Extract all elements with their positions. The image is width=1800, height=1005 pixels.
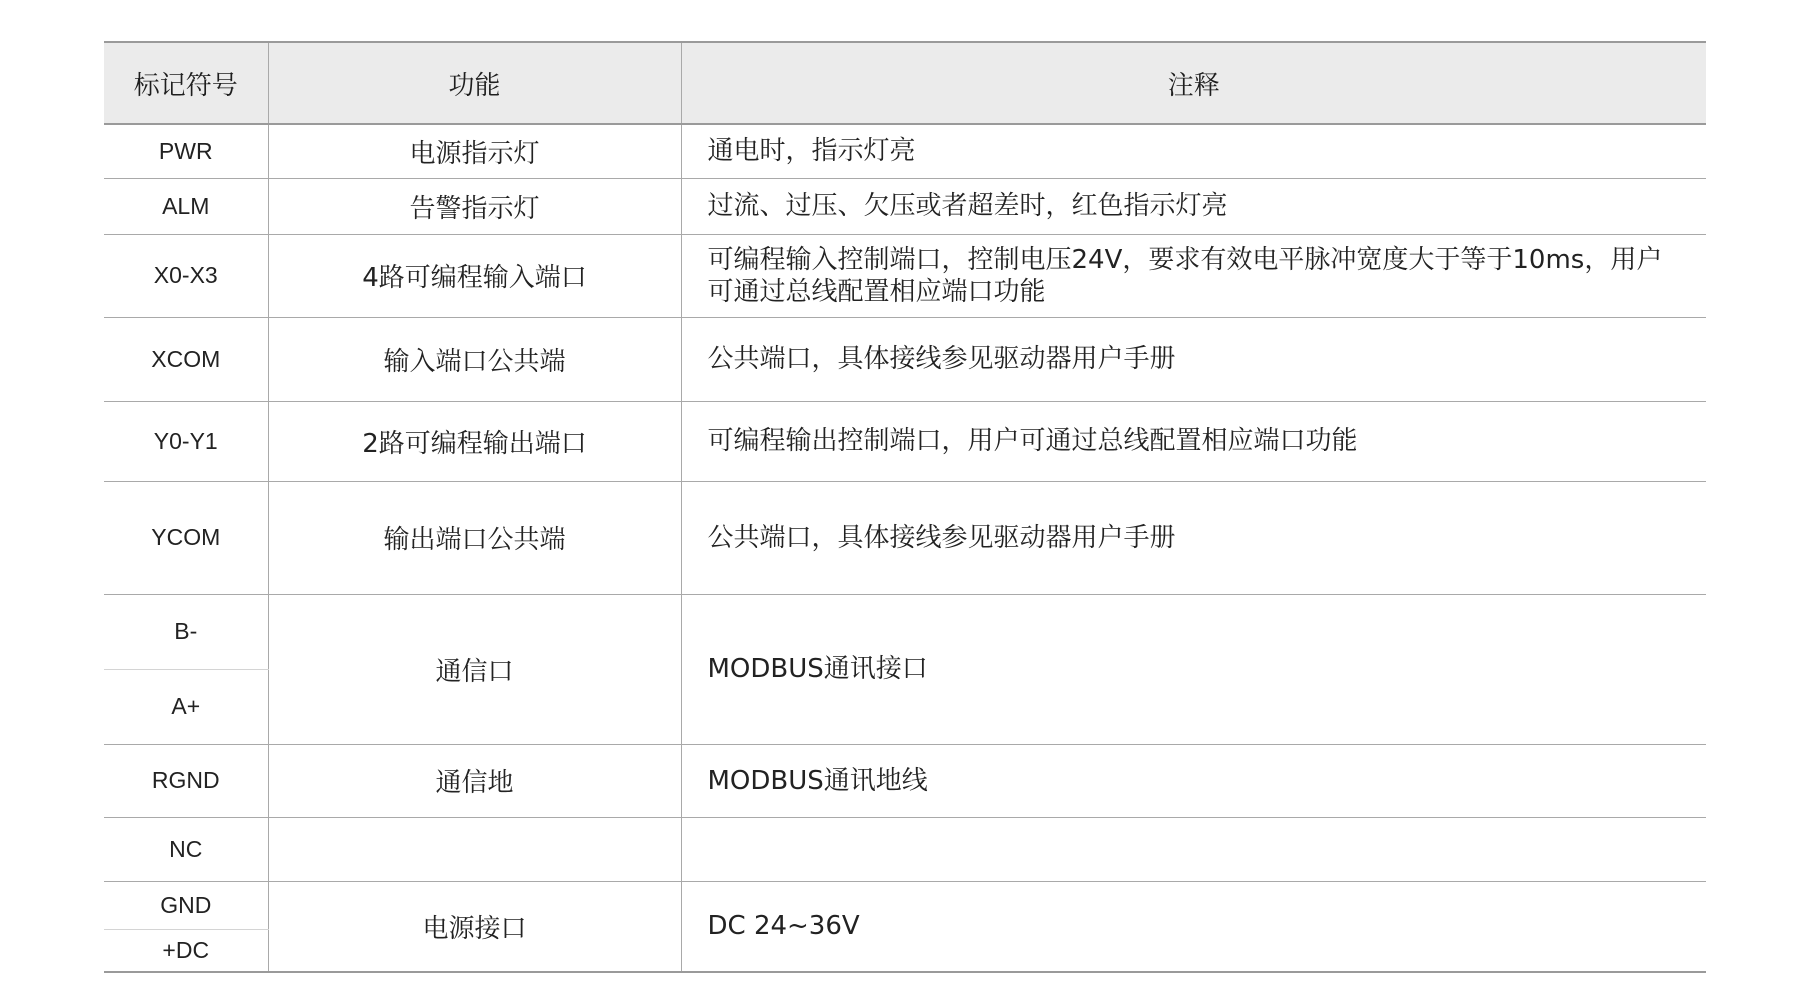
function-cell: 通信地 [268, 744, 681, 817]
symbol-cell: NC [104, 817, 268, 881]
function-cell: 电源接口 [268, 881, 681, 972]
function-cell: 告警指示灯 [268, 178, 681, 234]
function-cell: 输出端口公共端 [268, 481, 681, 594]
note-cell: MODBUS通讯接口 [681, 594, 1706, 744]
function-cell [268, 817, 681, 881]
note-cell: 公共端口，具体接线参见驱动器用户手册 [681, 317, 1706, 401]
table-row [104, 594, 1706, 669]
header-function: 功能 [268, 42, 681, 124]
symbol-cell: Y0-Y1 [104, 401, 268, 481]
note-cell: 可编程输出控制端口，用户可通过总线配置相应端口功能 [681, 401, 1706, 481]
note-cell: MODBUS通讯地线 [681, 744, 1706, 817]
symbol-cell: +DC [104, 929, 268, 972]
function-cell: 4路可编程输入端口 [268, 234, 681, 317]
note-cell: 过流、过压、欠压或者超差时，红色指示灯亮 [681, 178, 1706, 234]
table-row [104, 234, 1706, 317]
symbol-cell: B- [104, 594, 268, 669]
note-cell: DC 24~36V [681, 881, 1706, 972]
table-row [104, 401, 1706, 481]
table-header-row [104, 42, 1706, 124]
note-cell [681, 817, 1706, 881]
symbol-cell: X0-X3 [104, 234, 268, 317]
symbol-cell: GND [104, 881, 268, 929]
function-cell: 电源指示灯 [268, 124, 681, 178]
header-symbol: 标记符号 [104, 42, 268, 124]
symbol-cell: XCOM [104, 317, 268, 401]
table-row [104, 317, 1706, 401]
symbol-cell: YCOM [104, 481, 268, 594]
table-row [104, 881, 1706, 929]
note-cell: 通电时，指示灯亮 [681, 124, 1706, 178]
function-cell: 2路可编程输出端口 [268, 401, 681, 481]
symbol-cell: RGND [104, 744, 268, 817]
symbol-cell: PWR [104, 124, 268, 178]
table-row [104, 817, 1706, 881]
symbol-cell: ALM [104, 178, 268, 234]
note-cell: 可编程输入控制端口，控制电压24V，要求有效电平脉冲宽度大于等于10ms，用户可通过总线配置相应端口功能 [681, 234, 1706, 317]
table-row [104, 124, 1706, 178]
header-note: 注释 [681, 42, 1706, 124]
table-row [104, 744, 1706, 817]
function-cell: 通信口 [268, 594, 681, 744]
function-cell: 输入端口公共端 [268, 317, 681, 401]
symbol-cell: A+ [104, 669, 268, 744]
note-cell: 公共端口，具体接线参见驱动器用户手册 [681, 481, 1706, 594]
terminal-spec-table [104, 41, 1706, 973]
table-row [104, 481, 1706, 594]
table-row [104, 178, 1706, 234]
